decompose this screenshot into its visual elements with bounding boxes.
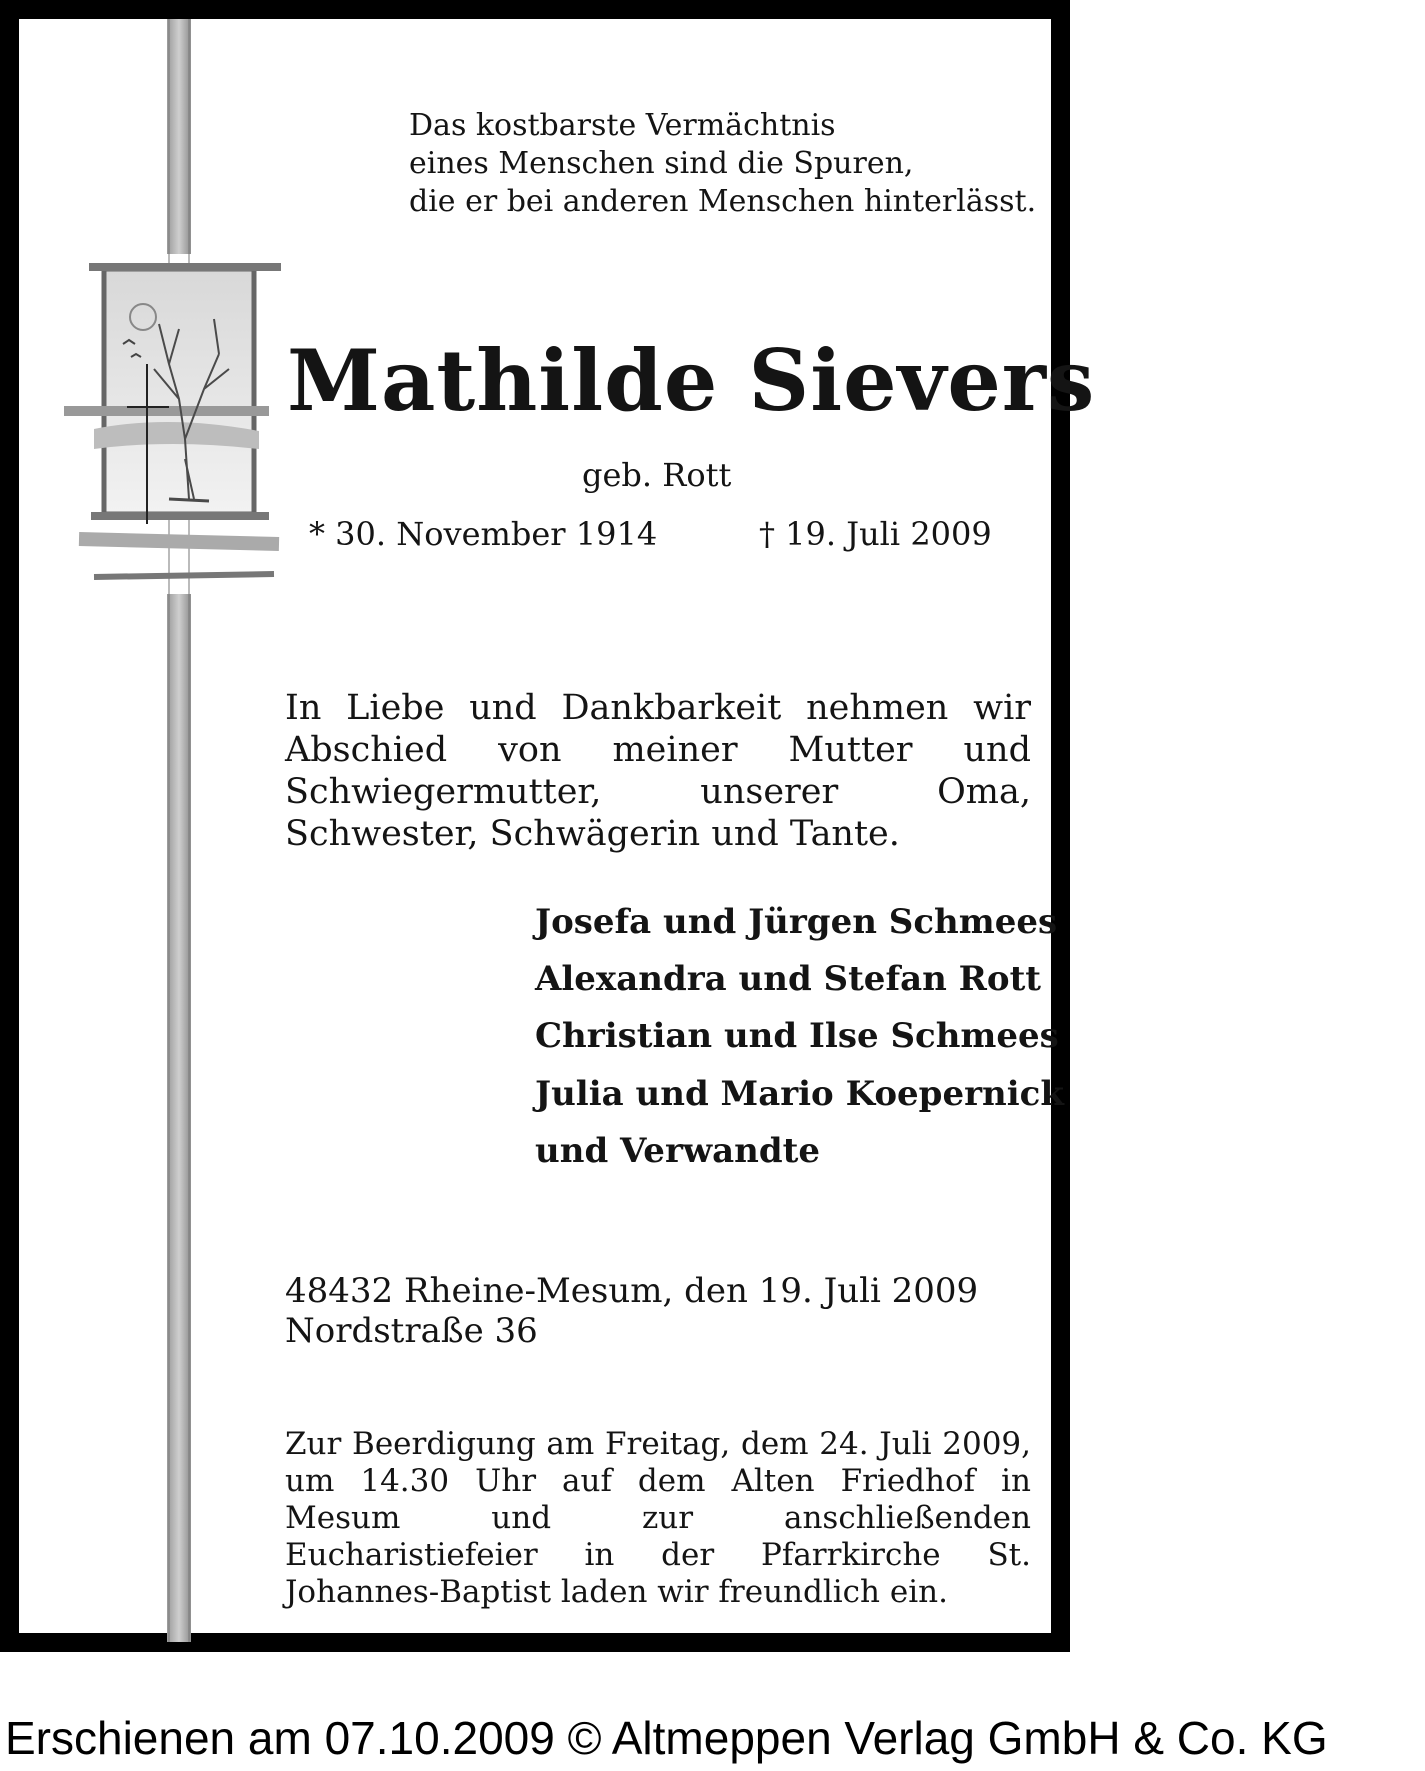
birth-date: * 30. November 1914 xyxy=(309,515,658,553)
maiden-name: geb. Rott xyxy=(582,456,732,494)
quote-line: die er bei anderen Menschen hinterlässt. xyxy=(409,184,1037,219)
mourner: Josefa und Jürgen Schmees xyxy=(535,902,1058,942)
quote-line: Das kostbarste Vermächtnis xyxy=(409,108,836,143)
farewell-text: In Liebe und Dankbarkeit nehmen wir Abschied von meiner Mutter und Schwiegermutter, unserer Oma, Schwester, Schwägerin und Tante. xyxy=(285,688,1031,854)
mourner: Alexandra und Stefan Rott xyxy=(535,959,1041,999)
mourner: Julia und Mario Koepernick xyxy=(535,1074,1064,1114)
funeral-text: Zur Beerdigung am Freitag, dem 24. Juli 2009, um 14.30 Uhr auf dem Alten Friedhof in Mesum und zur anschließenden Eucharistiefeier in der Pfarrkirche St. Johannes-Baptist laden wir freundlich ein. xyxy=(285,1426,1031,1610)
mourner: und Verwandte xyxy=(535,1131,820,1171)
vertical-stripe xyxy=(167,594,191,1642)
location-date: 48432 Rheine-Mesum, den 19. Juli 2009 xyxy=(285,1271,979,1311)
memorial-artwork xyxy=(19,19,319,1659)
death-date: † 19. Juli 2009 xyxy=(759,515,992,553)
address: Nordstraße 36 xyxy=(285,1311,538,1351)
publication-footer: Erschienen am 07.10.2009 © Altmeppen Verlag GmbH & Co. KG xyxy=(5,1712,1328,1764)
quote-line: eines Menschen sind die Spuren, xyxy=(409,146,914,181)
vertical-stripe xyxy=(167,19,191,254)
mourner: Christian und Ilse Schmees xyxy=(535,1016,1059,1056)
tree-picture xyxy=(64,267,281,577)
deceased-name: Mathilde Sievers xyxy=(287,331,1096,430)
